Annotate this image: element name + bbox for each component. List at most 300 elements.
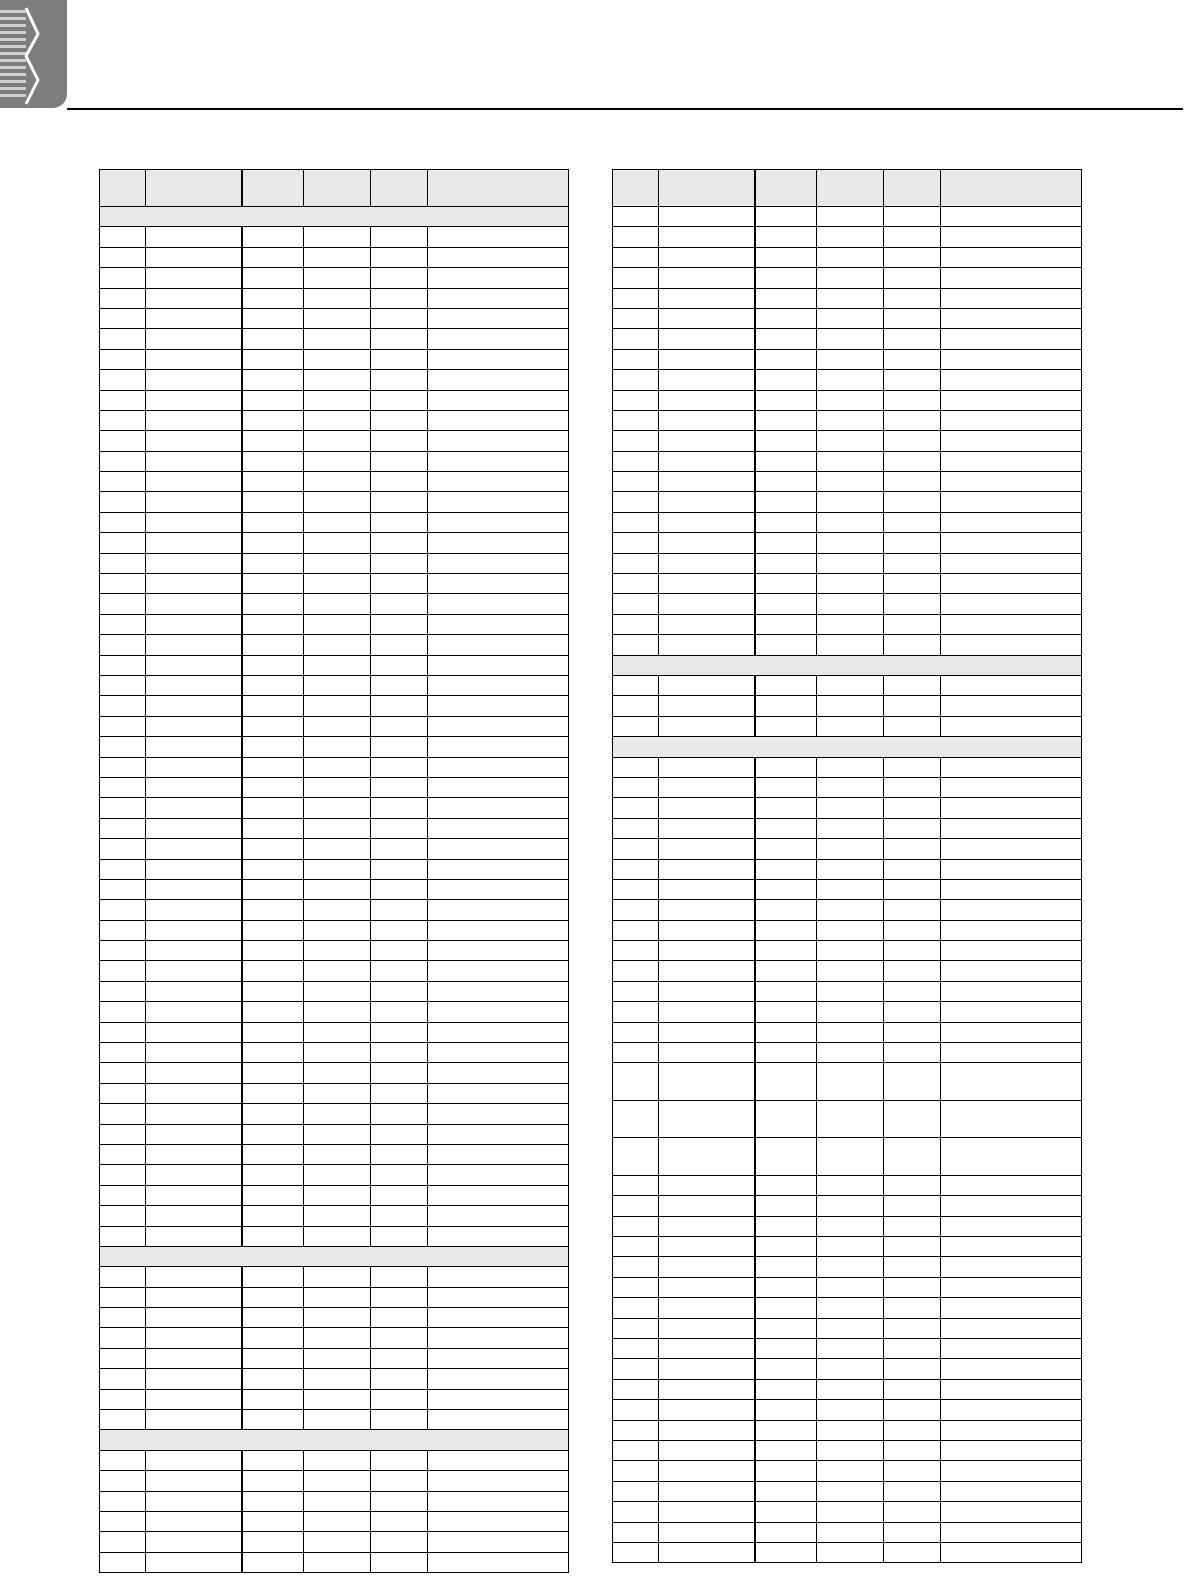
table-row bbox=[100, 1328, 569, 1348]
table-cell bbox=[613, 818, 659, 838]
table-cell bbox=[242, 1124, 304, 1144]
table-cell bbox=[371, 329, 428, 349]
column-header bbox=[371, 170, 428, 207]
table-cell bbox=[817, 1196, 884, 1216]
table-cell bbox=[613, 1257, 659, 1277]
table-cell bbox=[100, 1022, 146, 1042]
table-cell bbox=[613, 859, 659, 879]
table-cell bbox=[659, 390, 755, 410]
table-cell bbox=[242, 451, 304, 471]
table-cell bbox=[242, 1308, 304, 1328]
table-cell bbox=[941, 716, 1082, 736]
table-cell bbox=[659, 247, 755, 267]
table-cell bbox=[884, 1257, 941, 1277]
table-cell bbox=[884, 1175, 941, 1195]
table-cell bbox=[146, 961, 242, 981]
table-cell bbox=[242, 818, 304, 838]
table-cell bbox=[941, 798, 1082, 818]
table-row bbox=[100, 349, 569, 369]
table-cell bbox=[304, 1328, 371, 1348]
table-cell bbox=[817, 1022, 884, 1042]
table-cell bbox=[428, 1144, 569, 1164]
table-row bbox=[613, 492, 1082, 512]
table-cell bbox=[371, 492, 428, 512]
table-cell bbox=[941, 1522, 1082, 1542]
table-cell bbox=[100, 1124, 146, 1144]
table-cell bbox=[242, 1226, 304, 1246]
table-cell bbox=[304, 1552, 371, 1572]
table-cell bbox=[755, 512, 817, 532]
table-cell bbox=[659, 1400, 755, 1420]
table-cell bbox=[242, 1104, 304, 1124]
table-cell bbox=[884, 675, 941, 695]
table-cell bbox=[100, 1165, 146, 1185]
table-cell bbox=[755, 716, 817, 736]
table-cell bbox=[884, 798, 941, 818]
table-cell bbox=[817, 1461, 884, 1481]
table-cell bbox=[428, 1063, 569, 1083]
table-cell bbox=[242, 1532, 304, 1552]
table-cell bbox=[659, 288, 755, 308]
table-cell bbox=[100, 1002, 146, 1022]
table-cell bbox=[304, 839, 371, 859]
table-row bbox=[613, 1277, 1082, 1297]
table-cell bbox=[371, 1185, 428, 1205]
table-row bbox=[100, 451, 569, 471]
table-cell bbox=[242, 777, 304, 797]
table-cell bbox=[659, 207, 755, 227]
table-row bbox=[100, 961, 569, 981]
table-row bbox=[613, 981, 1082, 1001]
table-cell bbox=[100, 1410, 146, 1430]
table-cell bbox=[884, 981, 941, 1001]
table-row bbox=[613, 288, 1082, 308]
table-row bbox=[100, 777, 569, 797]
table-cell bbox=[146, 492, 242, 512]
table-cell bbox=[884, 1481, 941, 1501]
table-cell bbox=[371, 614, 428, 634]
table-cell bbox=[304, 920, 371, 940]
table-cell bbox=[884, 553, 941, 573]
table-cell bbox=[613, 410, 659, 430]
table-row bbox=[100, 1226, 569, 1246]
table-cell bbox=[884, 1063, 941, 1101]
table-cell bbox=[304, 1410, 371, 1430]
table-cell bbox=[659, 472, 755, 492]
table-cell bbox=[941, 1379, 1082, 1399]
table-cell bbox=[817, 1237, 884, 1257]
table-row bbox=[100, 1491, 569, 1511]
table-cell bbox=[304, 390, 371, 410]
table-cell bbox=[659, 492, 755, 512]
table-cell bbox=[941, 1216, 1082, 1236]
table-cell bbox=[659, 308, 755, 328]
table-cell bbox=[755, 594, 817, 614]
table-cell bbox=[659, 553, 755, 573]
table-cell bbox=[242, 675, 304, 695]
table-row bbox=[613, 512, 1082, 532]
table-cell bbox=[100, 1104, 146, 1124]
table-cell bbox=[146, 1226, 242, 1246]
table-cell bbox=[941, 1175, 1082, 1195]
table-row bbox=[100, 1063, 569, 1083]
table-cell bbox=[755, 329, 817, 349]
table-cell bbox=[146, 981, 242, 1001]
table-cell bbox=[817, 1400, 884, 1420]
table-cell bbox=[371, 594, 428, 614]
table-row bbox=[613, 533, 1082, 553]
table-cell bbox=[755, 1400, 817, 1420]
table-cell bbox=[817, 1257, 884, 1277]
table-cell bbox=[884, 1461, 941, 1481]
table-cell bbox=[659, 1196, 755, 1216]
table-cell bbox=[371, 1043, 428, 1063]
table-row bbox=[100, 533, 569, 553]
table-cell bbox=[941, 675, 1082, 695]
table-cell bbox=[371, 1165, 428, 1185]
table-cell bbox=[755, 1339, 817, 1359]
table-cell bbox=[100, 859, 146, 879]
table-row bbox=[100, 1022, 569, 1042]
table-cell bbox=[371, 472, 428, 492]
table-cell bbox=[100, 839, 146, 859]
table-cell bbox=[428, 1532, 569, 1552]
table-cell bbox=[428, 798, 569, 818]
table-cell bbox=[100, 1532, 146, 1552]
table-cell bbox=[304, 512, 371, 532]
table-cell bbox=[941, 614, 1082, 634]
table-cell bbox=[659, 1502, 755, 1522]
table-row bbox=[100, 410, 569, 430]
table-row bbox=[613, 1043, 1082, 1063]
table-cell bbox=[613, 1043, 659, 1063]
table-cell bbox=[613, 553, 659, 573]
table-cell bbox=[613, 451, 659, 471]
table-cell bbox=[304, 227, 371, 247]
table-cell bbox=[100, 818, 146, 838]
table-cell bbox=[304, 1389, 371, 1409]
table-cell bbox=[755, 1542, 817, 1562]
table-row bbox=[613, 777, 1082, 797]
table-cell bbox=[941, 1318, 1082, 1338]
table-cell bbox=[304, 308, 371, 328]
table-cell bbox=[659, 574, 755, 594]
table-cell bbox=[146, 308, 242, 328]
table-row bbox=[100, 716, 569, 736]
table-cell bbox=[146, 370, 242, 390]
table-cell bbox=[100, 594, 146, 614]
table-cell bbox=[146, 635, 242, 655]
table-row bbox=[613, 410, 1082, 430]
table-cell bbox=[817, 716, 884, 736]
table-cell bbox=[428, 1389, 569, 1409]
table-cell bbox=[941, 839, 1082, 859]
table-cell bbox=[428, 879, 569, 899]
table-cell bbox=[428, 492, 569, 512]
table-cell bbox=[659, 1379, 755, 1399]
table-cell bbox=[146, 1287, 242, 1307]
table-row bbox=[613, 798, 1082, 818]
table-cell bbox=[941, 1063, 1082, 1101]
table-cell bbox=[755, 1043, 817, 1063]
table-cell bbox=[304, 1450, 371, 1470]
table-cell bbox=[613, 1216, 659, 1236]
table-cell bbox=[146, 1165, 242, 1185]
table-cell bbox=[817, 574, 884, 594]
table-cell bbox=[371, 533, 428, 553]
table-row bbox=[613, 839, 1082, 859]
table-cell bbox=[755, 1379, 817, 1399]
table-cell bbox=[659, 1002, 755, 1022]
table-cell bbox=[755, 1522, 817, 1542]
table-cell bbox=[100, 472, 146, 492]
table-cell bbox=[304, 716, 371, 736]
table-cell bbox=[146, 1043, 242, 1063]
table-cell bbox=[100, 247, 146, 267]
table-cell bbox=[304, 329, 371, 349]
table-cell bbox=[884, 533, 941, 553]
table-cell bbox=[817, 839, 884, 859]
table-cell bbox=[100, 757, 146, 777]
table-cell bbox=[100, 614, 146, 634]
table-cell bbox=[371, 900, 428, 920]
table-cell bbox=[884, 1339, 941, 1359]
table-cell bbox=[817, 961, 884, 981]
table-cell bbox=[755, 1440, 817, 1460]
table-cell bbox=[613, 1522, 659, 1542]
table-cell bbox=[884, 920, 941, 940]
table-cell bbox=[659, 1043, 755, 1063]
table-cell bbox=[100, 1083, 146, 1103]
table-cell bbox=[428, 1348, 569, 1368]
table-cell bbox=[371, 1410, 428, 1430]
table-cell bbox=[817, 635, 884, 655]
table-row bbox=[100, 1002, 569, 1022]
table-cell bbox=[371, 757, 428, 777]
table-cell bbox=[304, 1063, 371, 1083]
table-cell bbox=[755, 1063, 817, 1101]
table-cell bbox=[242, 859, 304, 879]
table-cell bbox=[941, 574, 1082, 594]
table-cell bbox=[613, 1318, 659, 1338]
table-cell bbox=[755, 941, 817, 961]
table-cell bbox=[428, 329, 569, 349]
table-cell bbox=[659, 1022, 755, 1042]
table-cell bbox=[100, 308, 146, 328]
table-cell bbox=[884, 1420, 941, 1440]
table-cell bbox=[613, 533, 659, 553]
table-cell bbox=[242, 941, 304, 961]
table-row bbox=[100, 492, 569, 512]
table-cell bbox=[242, 1512, 304, 1532]
section-label bbox=[100, 1430, 569, 1450]
table-cell bbox=[428, 777, 569, 797]
table-cell bbox=[428, 1410, 569, 1430]
table-cell bbox=[242, 247, 304, 267]
table-cell bbox=[242, 1348, 304, 1368]
table-cell bbox=[817, 941, 884, 961]
table-cell bbox=[242, 655, 304, 675]
table-cell bbox=[242, 757, 304, 777]
chapter-tab bbox=[0, 0, 67, 108]
table-row bbox=[613, 1542, 1082, 1562]
table-cell bbox=[755, 533, 817, 553]
table-row bbox=[613, 553, 1082, 573]
table-cell bbox=[659, 1237, 755, 1257]
table-cell bbox=[242, 1043, 304, 1063]
table-cell bbox=[817, 1277, 884, 1297]
table-cell bbox=[100, 533, 146, 553]
table-cell bbox=[613, 981, 659, 1001]
table-cell bbox=[242, 1165, 304, 1185]
column-header bbox=[659, 170, 755, 207]
table-cell bbox=[304, 777, 371, 797]
table-cell bbox=[755, 1138, 817, 1176]
table-cell bbox=[242, 390, 304, 410]
table-row bbox=[613, 900, 1082, 920]
table-cell bbox=[242, 1328, 304, 1348]
table-cell bbox=[817, 798, 884, 818]
table-cell bbox=[428, 635, 569, 655]
table-row bbox=[613, 227, 1082, 247]
table-cell bbox=[428, 757, 569, 777]
table-row bbox=[100, 635, 569, 655]
table-cell bbox=[884, 512, 941, 532]
table-cell bbox=[428, 920, 569, 940]
table-cell bbox=[613, 1138, 659, 1176]
table-row bbox=[613, 1175, 1082, 1195]
table-cell bbox=[817, 614, 884, 634]
table-cell bbox=[100, 777, 146, 797]
table-cell bbox=[755, 839, 817, 859]
table-cell bbox=[884, 777, 941, 797]
table-row bbox=[613, 308, 1082, 328]
table-cell bbox=[941, 1481, 1082, 1501]
table-cell bbox=[304, 859, 371, 879]
table-cell bbox=[817, 247, 884, 267]
table-cell bbox=[371, 818, 428, 838]
table-cell bbox=[659, 1138, 755, 1176]
table-cell bbox=[884, 472, 941, 492]
table-cell bbox=[613, 288, 659, 308]
table-cell bbox=[817, 1043, 884, 1063]
table-cell bbox=[659, 777, 755, 797]
table-cell bbox=[146, 533, 242, 553]
table-cell bbox=[304, 941, 371, 961]
table-cell bbox=[242, 1389, 304, 1409]
table-row bbox=[100, 472, 569, 492]
table-cell bbox=[146, 1450, 242, 1470]
table-cell bbox=[428, 451, 569, 471]
table-cell bbox=[146, 1369, 242, 1389]
table-cell bbox=[100, 1144, 146, 1164]
table-cell bbox=[941, 859, 1082, 879]
table-cell bbox=[941, 1461, 1082, 1481]
table-cell bbox=[613, 349, 659, 369]
table-row bbox=[613, 349, 1082, 369]
table-cell bbox=[371, 390, 428, 410]
table-cell bbox=[941, 594, 1082, 614]
table-cell bbox=[428, 1165, 569, 1185]
table-row bbox=[100, 1287, 569, 1307]
table-row bbox=[613, 818, 1082, 838]
table-cell bbox=[884, 207, 941, 227]
table-cell bbox=[659, 1461, 755, 1481]
table-cell bbox=[613, 961, 659, 981]
table-cell bbox=[884, 1022, 941, 1042]
table-cell bbox=[613, 1100, 659, 1138]
table-row bbox=[100, 757, 569, 777]
table-cell bbox=[941, 981, 1082, 1001]
table-cell bbox=[884, 879, 941, 899]
table-cell bbox=[100, 655, 146, 675]
table-cell bbox=[371, 431, 428, 451]
table-cell bbox=[242, 574, 304, 594]
table-cell bbox=[613, 1359, 659, 1379]
table-cell bbox=[755, 1175, 817, 1195]
table-cell bbox=[941, 431, 1082, 451]
table-cell bbox=[817, 1502, 884, 1522]
table-cell bbox=[100, 1450, 146, 1470]
table-cell bbox=[613, 614, 659, 634]
table-cell bbox=[146, 655, 242, 675]
table-cell bbox=[428, 696, 569, 716]
table-cell bbox=[242, 492, 304, 512]
table-cell bbox=[659, 757, 755, 777]
table-cell bbox=[659, 227, 755, 247]
table-cell bbox=[100, 349, 146, 369]
table-cell bbox=[304, 614, 371, 634]
table-cell bbox=[100, 390, 146, 410]
section-label bbox=[613, 737, 1082, 757]
table-cell bbox=[146, 472, 242, 492]
table-cell bbox=[613, 879, 659, 899]
table-row bbox=[100, 1165, 569, 1185]
table-cell bbox=[884, 696, 941, 716]
table-cell bbox=[242, 594, 304, 614]
table-cell bbox=[884, 1440, 941, 1460]
table-cell bbox=[817, 1359, 884, 1379]
table-cell bbox=[428, 1512, 569, 1532]
table-row bbox=[613, 370, 1082, 390]
table-cell bbox=[613, 696, 659, 716]
table-cell bbox=[755, 757, 817, 777]
table-cell bbox=[146, 410, 242, 430]
table-cell bbox=[304, 370, 371, 390]
table-cell bbox=[817, 757, 884, 777]
table-cell bbox=[428, 308, 569, 328]
table-cell bbox=[242, 370, 304, 390]
table-cell bbox=[659, 370, 755, 390]
table-row bbox=[100, 879, 569, 899]
table-cell bbox=[755, 1420, 817, 1440]
table-cell bbox=[146, 1389, 242, 1409]
table-cell bbox=[941, 818, 1082, 838]
table-cell bbox=[146, 1144, 242, 1164]
table-cell bbox=[755, 818, 817, 838]
table-cell bbox=[304, 1471, 371, 1491]
table-cell bbox=[755, 1461, 817, 1481]
table-cell bbox=[371, 1206, 428, 1226]
table-cell bbox=[659, 1257, 755, 1277]
table-cell bbox=[817, 390, 884, 410]
table-cell bbox=[755, 472, 817, 492]
table-cell bbox=[304, 1083, 371, 1103]
table-cell bbox=[941, 1542, 1082, 1562]
table-cell bbox=[242, 1471, 304, 1491]
table-cell bbox=[146, 1410, 242, 1430]
table-row bbox=[100, 553, 569, 573]
